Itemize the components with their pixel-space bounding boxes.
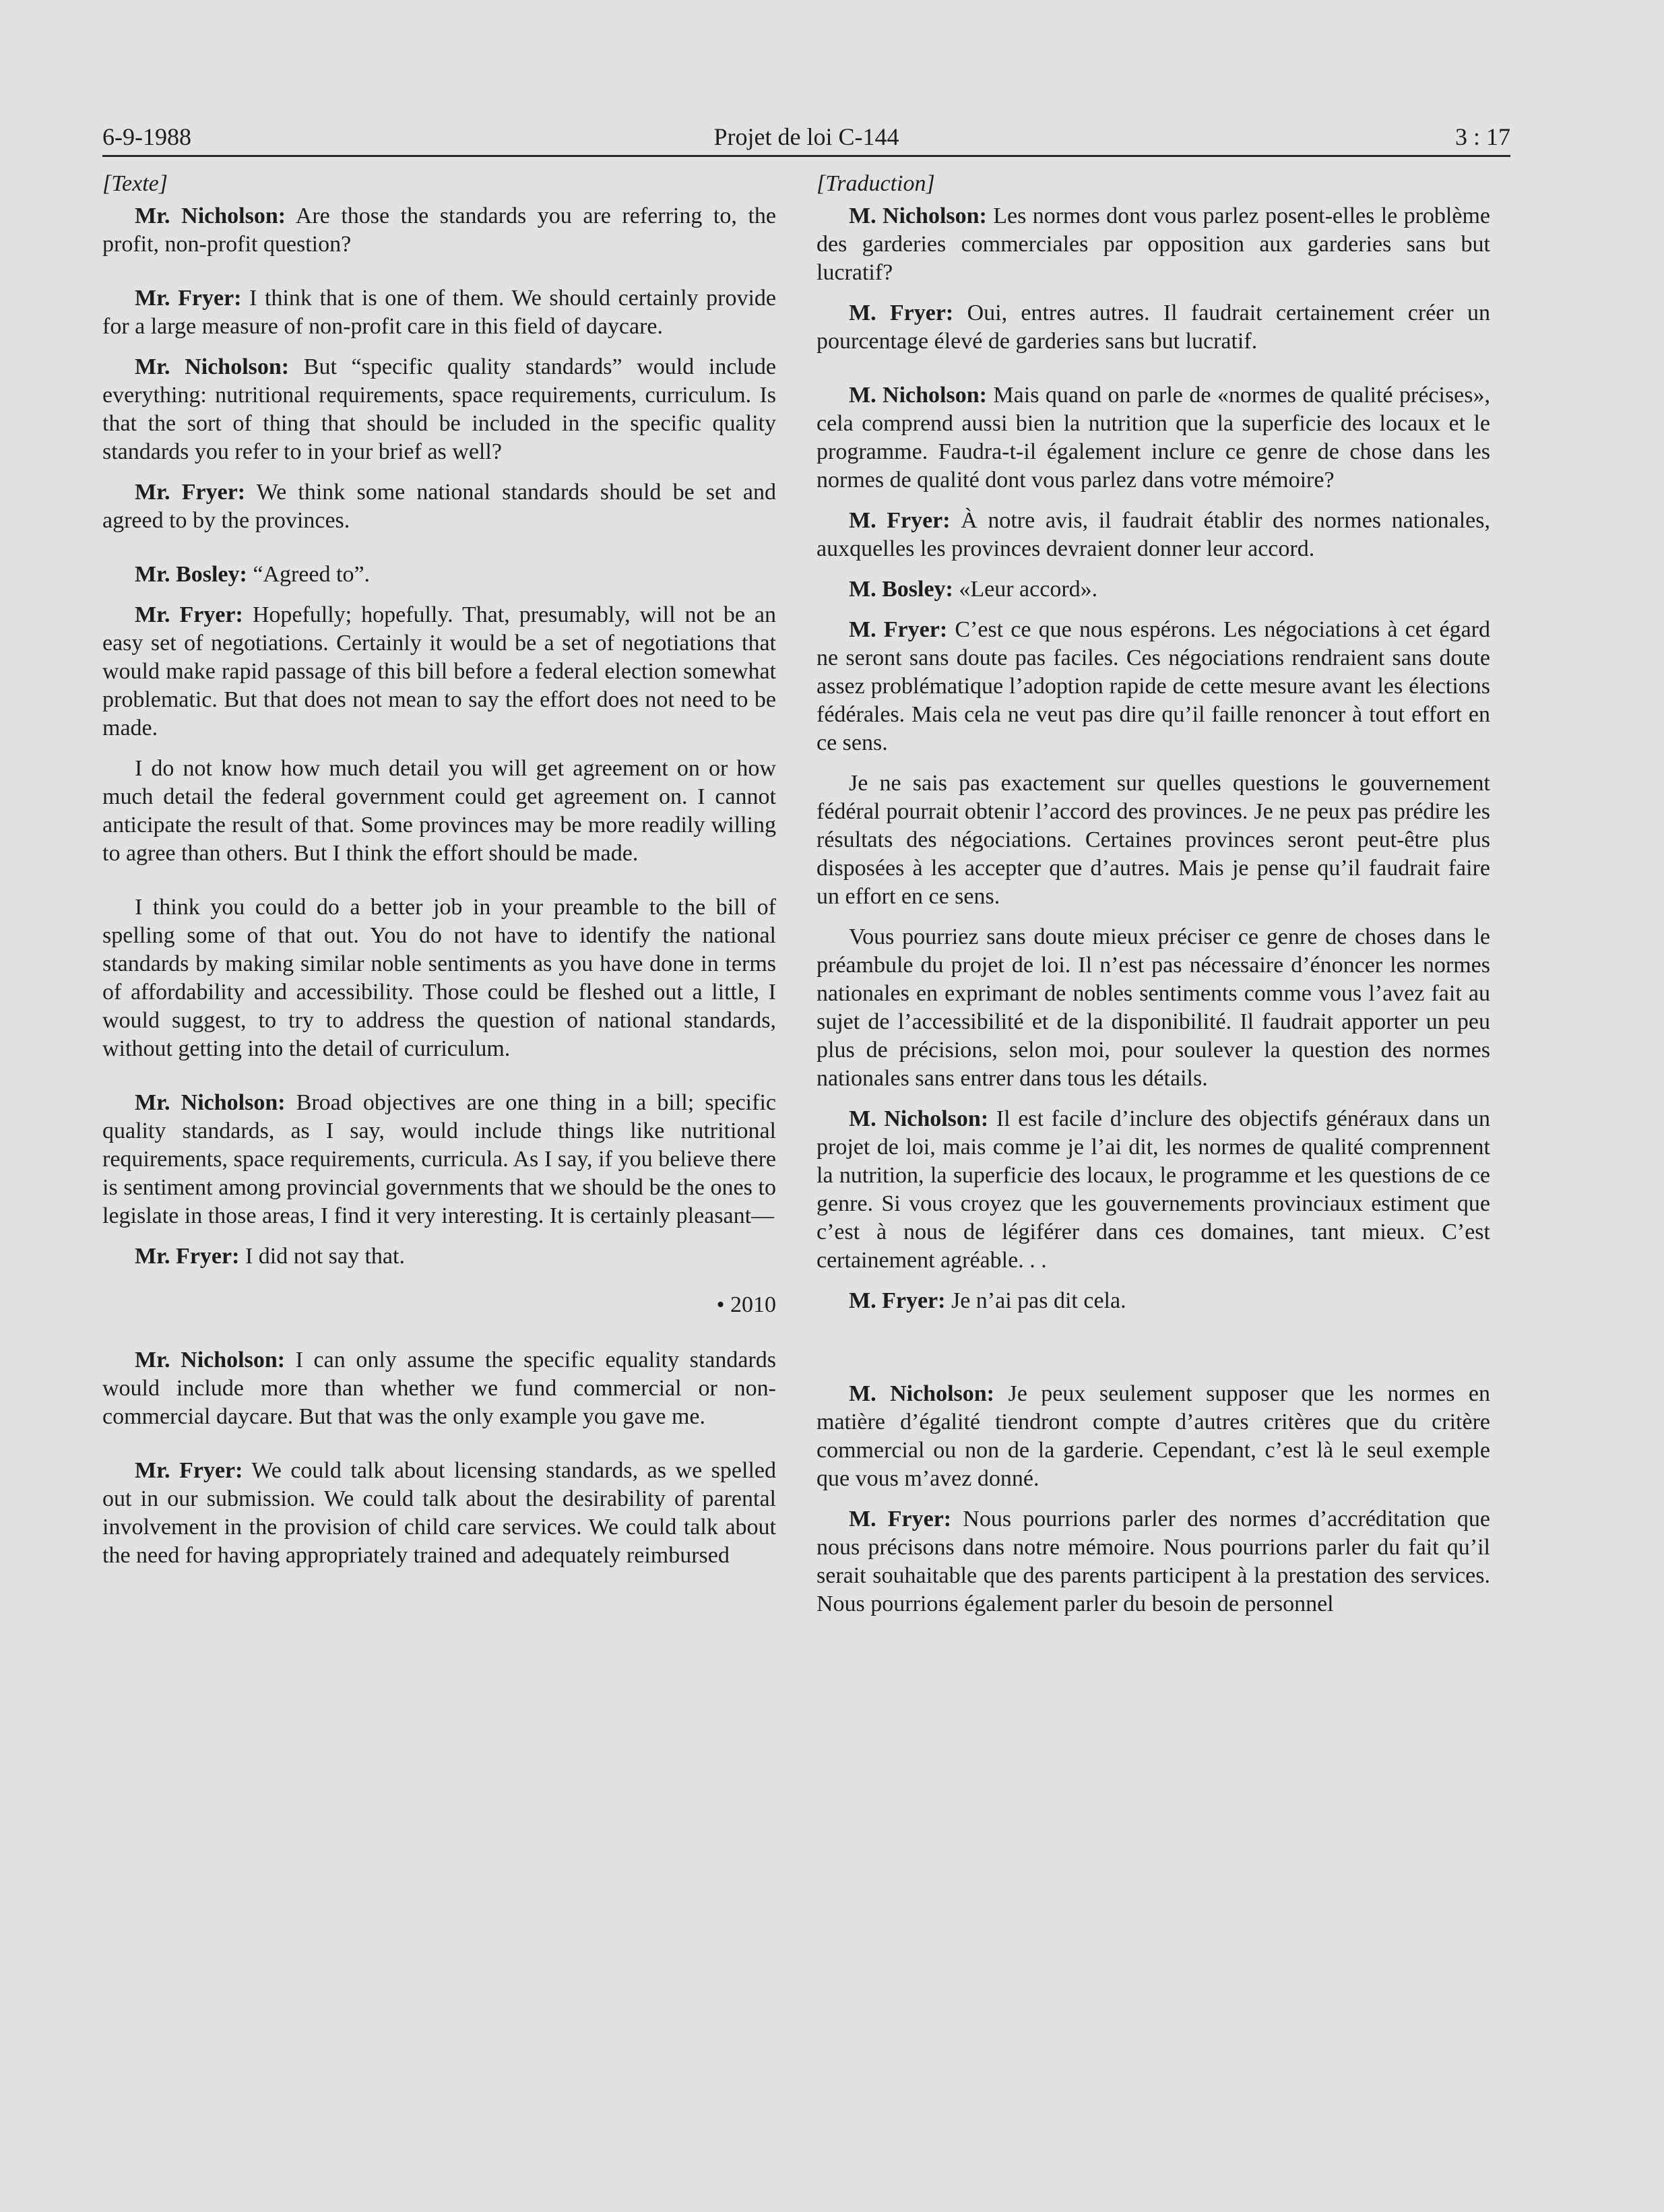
paragraph: M. Fryer: À notre avis, il faudrait établir des normes nationales, auxquelles les provinces devraient donner leur accord.	[817, 508, 1490, 561]
page-header	[102, 105, 1510, 157]
speaker: M. Bosley:	[849, 577, 953, 602]
speaker: M. Fryer:	[849, 1507, 952, 1531]
paragraph: Vous pourriez sans doute mieux préciser ce genre de choses dans le préambule du projet de loi. Il n’est pas nécessaire d’énoncer les normes nationales en exprimant de nobles sentiments comme vous l’avez fait au sujet de l’accessibilité et de la disponibilité. Il faudrait apporter un peu plus de précisions, selon moi, pour soulever la question des normes nationales sans entrer dans tous les détails.	[817, 924, 1490, 1091]
header-date: 6-9-1988	[102, 123, 191, 150]
paragraph: Mr. Fryer: I think that is one of them. We should certainly provide for a large measure of non-profit care in this field of daycare.	[102, 286, 776, 339]
paragraph: M. Fryer: Je n’ai pas dit cela.	[849, 1288, 1126, 1313]
paragraph: Je ne sais pas exactement sur quelles questions le gouvernement fédéral pourrait obtenir l’accord des provinces. Je ne peux pas prédire les résultats des négociations. Certaines provinces seront peut-être plus disposées à les accepter que d’autres. Mais je pense qu’il faudrait faire un effort en ce sens.	[817, 771, 1490, 909]
speaker: Mr. Fryer:	[135, 1458, 243, 1483]
paragraph: Mr. Fryer: We could talk about licensing standards, as we spelled out in our submission. We could talk about the desirability of parental involvement in the provision of child care services. We could talk about the need for having appropriately trained and adequately reimbursed	[102, 1458, 776, 1568]
speaker: Mr. Fryer:	[135, 602, 243, 627]
speaker: Mr. Fryer:	[135, 480, 246, 505]
paragraph: I think you could do a better job in your preamble to the bill of spelling some of that out. You do not have to identify the national standards by making similar noble sentiments as you have done in terms of affordability and accessibility. Those could be fleshed out a little, I would suggest, to try to address the question of national standards, without getting into the detail of curriculum.	[102, 895, 776, 1061]
section-tag: [Texte]	[102, 171, 168, 196]
section-tag: [Traduction]	[817, 171, 935, 196]
paragraph: Mr. Nicholson: But “specific quality standards” would include everything: nutritional requirements, space requirements, curriculum. Is that the sort of thing that should be included in the specific quality standards you refer to in your brief as well?	[102, 354, 776, 464]
paragraph: Mr. Fryer: We think some national standards should be set and agreed to by the provinces.	[102, 480, 776, 533]
speaker: M. Fryer:	[849, 1288, 946, 1313]
time-marker: • 2010	[716, 1292, 776, 1317]
speaker: M. Fryer:	[849, 301, 954, 325]
paragraph: M. Bosley: «Leur accord».	[849, 577, 1098, 602]
speaker: M. Fryer:	[849, 508, 951, 533]
speaker: Mr. Nicholson:	[135, 1090, 286, 1115]
speaker: M. Nicholson:	[849, 1381, 994, 1406]
header-page-number: 3 : 17	[1454, 123, 1510, 150]
speaker: Mr. Fryer:	[135, 286, 242, 311]
paragraph: Mr. Nicholson: I can only assume the specific equality standards would include more than whether we fund commercial or non-commercial daycare. But that was the only example you gave me.	[102, 1348, 776, 1429]
right-column	[817, 170, 1490, 1631]
paragraph: M. Nicholson: Les normes dont vous parlez posent-elles le problème des garderies commerciales par opposition aux garderies sans but lucratif?	[817, 203, 1491, 285]
paragraph: I do not know how much detail you will get agreement on or how much detail the federal government could get agreement on. I cannot anticipate the result of that. Some provinces may be more readily willing to agree than others. But I think the effort should be made.	[102, 756, 776, 866]
speaker: Mr. Fryer:	[135, 1244, 240, 1269]
paragraph: Mr. Fryer: Hopefully; hopefully. That, presumably, will not be an easy set of negotiations. Certainly it would be a set of negotiations that would make rapid passage of this bill before a federal election somewhat problematic. But that does not mean to say the effort does not need to be made.	[102, 602, 776, 740]
speaker: Mr. Bosley:	[135, 562, 247, 587]
header-title: Projet de loi C-144	[713, 123, 899, 150]
paragraph: M. Nicholson: Il est facile d’inclure des objectifs généraux dans un projet de loi, mais comme je l’ai dit, les normes de qualité comprennent la nutrition, la superficie des locaux, le programme et les questions de ce genre. Si vous croyez que les gouvernements provinciaux estiment que c’est à nous de légiférer dans ces domaines, tant mieux. C’est certainement agréable. . .	[817, 1106, 1491, 1273]
paragraph: Mr. Fryer: I did not say that.	[135, 1244, 405, 1269]
speaker: Mr. Nicholson:	[135, 1348, 286, 1372]
paragraph: Mr. Nicholson: Are those the standards you are referring to, the profit, non-profit question?	[102, 203, 776, 257]
paragraph: M. Nicholson: Je peux seulement supposer que les normes en matière d’égalité tiendront compte d’autres critères que du critère commercial ou non de la garderie. Cependant, c’est là le seul exemple que vous m’avez donné.	[817, 1381, 1490, 1491]
paragraph: M. Fryer: Oui, entres autres. Il faudrait certainement créer un pourcentage élevé de garderies sans but lucratif.	[817, 301, 1490, 354]
paragraph: M. Fryer: Nous pourrions parler des normes d’accréditation que nous précisons dans notre mémoire. Nous pourrions parler du fait qu’il serait souhaitable que des parents participent à la prestation des services. Nous pourrions également parler du besoin de personnel	[817, 1507, 1490, 1616]
speaker: M. Nicholson:	[849, 203, 987, 228]
paragraph: M. Fryer: C’est ce que nous espérons. Les négociations à cet égard ne seront sans doute pas faciles. Ces négociations rendraient sans doute assez problématique l’adoption rapide de cette mesure avant les élections fédérales. Mais cela ne veut pas dire qu’il faille renoncer à tout effort en ce sens.	[817, 617, 1490, 755]
speaker: M. Fryer:	[849, 617, 948, 642]
speaker: M. Nicholson:	[849, 1106, 989, 1131]
speaker: Mr. Nicholson:	[135, 354, 290, 379]
speaker: M. Nicholson:	[849, 383, 987, 408]
paragraph: Mr. Bosley: “Agreed to”.	[135, 562, 371, 587]
speaker: Mr. Nicholson:	[135, 203, 286, 228]
paragraph: M. Nicholson: Mais quand on parle de «normes de qualité précises», cela comprend aussi bien la nutrition que la superficie des locaux et le programme. Faudra-t-il également inclure ce genre de chose dans les normes de qualité dont vous parlez dans votre mémoire?	[817, 383, 1490, 493]
left-column	[102, 170, 776, 1582]
paragraph: Mr. Nicholson: Broad objectives are one thing in a bill; specific quality standards, as I say, would include things like nutritional requirements, space requirements, curricula. As I say, if you believe there is sentiment among provincial governments that we should be the ones to legislate in those areas, I find it very interesting. It is certainly pleasant—	[102, 1090, 776, 1228]
